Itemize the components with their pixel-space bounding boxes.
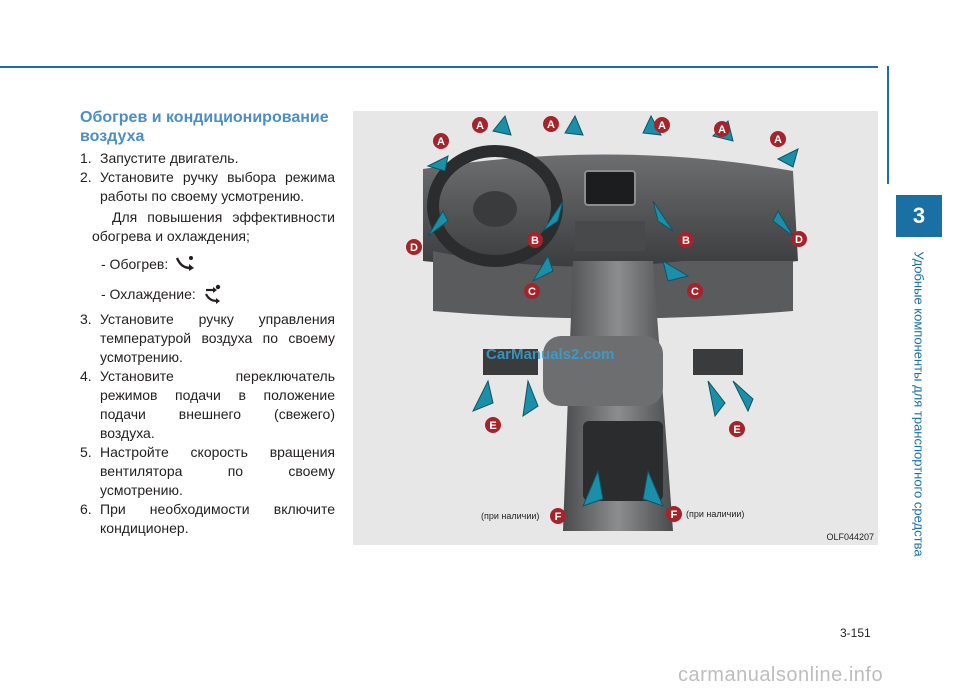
step-5 (80, 443, 335, 500)
step-text: Установите ручку выбора режима работы по своему усмотрению. (100, 169, 335, 204)
figure-note-left: (при наличии) (481, 511, 540, 521)
badge-e: E (489, 420, 497, 432)
arrow-e1 (473, 381, 493, 411)
badge-f: F (554, 511, 562, 523)
heating-label: - Обогрев: (101, 255, 169, 272)
step-number: 2. (80, 169, 92, 185)
svg-text:B: B (682, 235, 690, 247)
step-1 (80, 149, 335, 168)
step-number: 5. (80, 444, 92, 460)
badge-d: D (410, 242, 418, 254)
step-text: Запустите двигатель. (100, 150, 239, 166)
step-3 (80, 310, 335, 367)
airflow-figure (353, 111, 878, 545)
svg-text:A: A (718, 124, 726, 136)
svg-text:F: F (670, 509, 678, 521)
section-title: Обогрев и кондиционирование воздуха (80, 109, 329, 145)
steering-hub (473, 191, 517, 227)
climate-panel (575, 221, 645, 251)
step-4 (80, 367, 335, 443)
svg-text:E: E (733, 424, 741, 436)
step-number: 1. (80, 150, 92, 166)
right-floor-duct (693, 349, 743, 375)
figure-code: OLF044207 (826, 532, 874, 542)
watermark: CarManuals2.com (486, 346, 615, 363)
svg-text:D: D (795, 234, 803, 246)
steps-list (80, 149, 335, 538)
infotainment-screen (585, 171, 635, 205)
arrow-a6 (778, 149, 798, 167)
cooling-label: - Охлаждение: (101, 285, 196, 302)
face-feet-vent-icon (202, 284, 224, 304)
step-text: Установите переключатель режимов подачи в положение подачи внешнего (свежего) воздуха. (100, 368, 335, 441)
step-number: 6. (80, 501, 92, 517)
feet-vent-icon (174, 255, 196, 273)
arrow-e4 (733, 381, 753, 411)
cooling-mode (80, 282, 335, 306)
arrow-a2 (493, 116, 511, 135)
svg-text:A: A (774, 134, 782, 146)
step-text: Установите ручку управления температурой воздуха по своему усмотрению. (100, 311, 335, 365)
efficiency-note: Для повышения эффективности обогрева и охлаждения; (92, 209, 335, 244)
chapter-tab[interactable]: 3 (896, 195, 942, 237)
figure-note-right: (при наличии) (686, 509, 745, 519)
arrow-a3 (565, 116, 583, 135)
chapter-title: Удобные компоненты для транспортного средства (911, 251, 927, 557)
step-text: При необходимости включите кондиционер. (100, 501, 335, 536)
badge-a: A (437, 136, 445, 148)
header-rule (0, 66, 878, 68)
footer-watermark[interactable]: carmanualsonline.info (678, 664, 884, 686)
badge-c: C (528, 286, 536, 298)
svg-text:C: C (691, 286, 699, 298)
heating-mode (80, 252, 335, 276)
side-rule (887, 66, 889, 184)
step-number: 3. (80, 311, 92, 327)
step-6 (80, 500, 335, 538)
svg-text:A: A (658, 120, 666, 132)
page-number: 3-151 (840, 626, 871, 640)
badge-b: B (531, 235, 539, 247)
dashboard-illustration (353, 111, 878, 545)
arrow-e3 (708, 381, 725, 416)
step-2 (80, 168, 335, 206)
arrow-e2 (523, 381, 538, 416)
svg-text:A: A (476, 120, 484, 132)
step-text: Настройте скорость вращения вентилятора по своему усмотрению. (100, 444, 335, 498)
step-number: 4. (80, 368, 92, 384)
svg-text:A: A (547, 119, 555, 131)
